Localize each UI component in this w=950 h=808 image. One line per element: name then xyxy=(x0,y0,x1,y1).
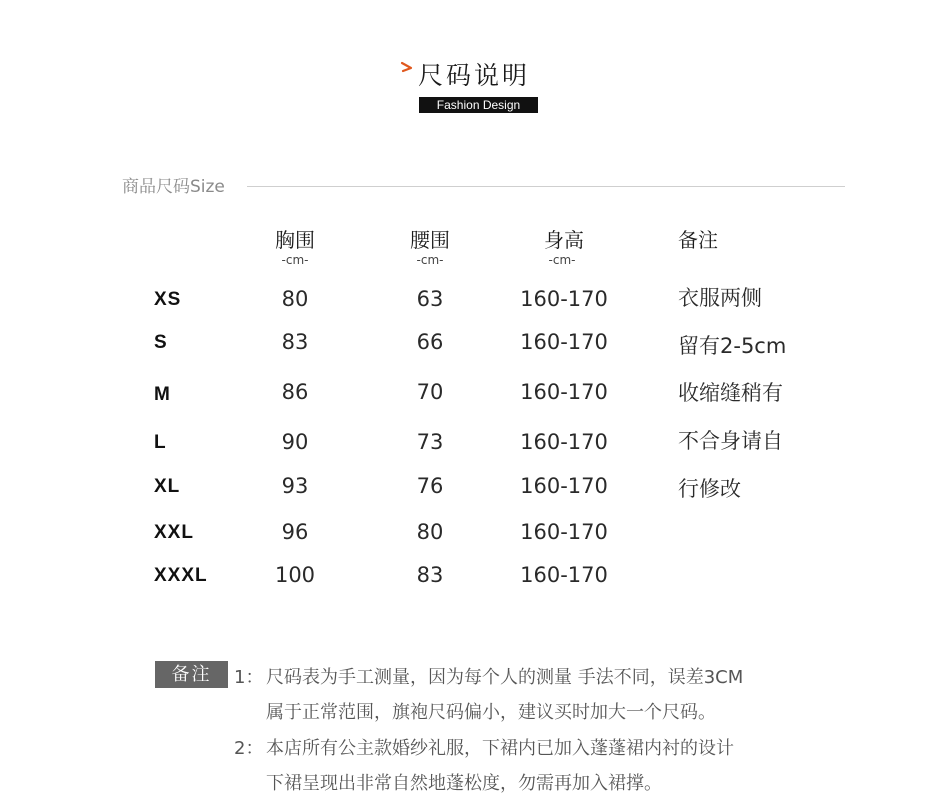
page-title: 尺码说明 xyxy=(418,61,531,90)
section-divider xyxy=(247,186,845,187)
waist-value: 63 xyxy=(416,287,444,311)
chest-value: 100 xyxy=(274,563,316,587)
note-number: 2： xyxy=(234,738,264,759)
note-text: 下裙呈现出非常自然地蓬松度，勿需再加入裙撑。 xyxy=(266,773,662,794)
waist-value: 80 xyxy=(416,520,444,544)
remark-line: 收缩缝稍有 xyxy=(678,381,783,405)
waist-value: 76 xyxy=(416,474,444,498)
size-label: XXXL xyxy=(154,565,208,586)
page-header xyxy=(400,56,560,96)
height-value: 160-170 xyxy=(520,474,608,498)
chest-value: 86 xyxy=(281,380,309,404)
waist-value: 73 xyxy=(416,430,444,454)
chest-value: 93 xyxy=(281,474,309,498)
size-label: XL xyxy=(154,476,181,497)
column-header-height: 身高 xyxy=(544,228,584,252)
size-label: XXL xyxy=(154,522,194,543)
size-label: S xyxy=(154,332,168,353)
chest-value: 80 xyxy=(281,287,309,311)
height-value: 160-170 xyxy=(520,287,608,311)
column-unit-height: -cm- xyxy=(548,253,576,267)
column-header-chest: 胸围 xyxy=(275,228,315,252)
remark-line: 行修改 xyxy=(678,477,741,501)
remark-line: 留有2-5cm xyxy=(678,334,787,358)
corner-arrow-icon xyxy=(400,60,414,74)
page-subtitle: Fashion Design xyxy=(419,97,538,113)
height-value: 160-170 xyxy=(520,380,608,404)
note-number: 1： xyxy=(234,667,264,688)
column-unit-waist: -cm- xyxy=(416,253,444,267)
note-text: 属于正常范围，旗袍尺码偏小，建议买时加大一个尺码。 xyxy=(266,702,716,723)
chest-value: 90 xyxy=(281,430,309,454)
height-value: 160-170 xyxy=(520,430,608,454)
note-text: 尺码表为手工测量，因为每个人的测量 手法不同，误差3CM xyxy=(266,667,744,688)
size-label: M xyxy=(154,384,171,405)
chest-value: 83 xyxy=(281,330,309,354)
size-label: XS xyxy=(154,289,182,310)
waist-value: 70 xyxy=(416,380,444,404)
size-label: L xyxy=(154,432,167,453)
chest-value: 96 xyxy=(281,520,309,544)
notes-badge: 备注 xyxy=(155,661,228,688)
waist-value: 66 xyxy=(416,330,444,354)
height-value: 160-170 xyxy=(520,330,608,354)
column-unit-chest: -cm- xyxy=(281,253,309,267)
waist-value: 83 xyxy=(416,563,444,587)
column-header-remark: 备注 xyxy=(678,228,718,252)
remark-line: 衣服两侧 xyxy=(678,286,762,310)
height-value: 160-170 xyxy=(520,563,608,587)
note-text: 本店所有公主款婚纱礼服，下裙内已加入蓬蓬裙内衬的设计 xyxy=(266,738,734,759)
remark-line: 不合身请自 xyxy=(678,429,783,453)
section-title: 商品尺码Size xyxy=(122,177,225,197)
column-header-waist: 腰围 xyxy=(410,228,450,252)
height-value: 160-170 xyxy=(520,520,608,544)
